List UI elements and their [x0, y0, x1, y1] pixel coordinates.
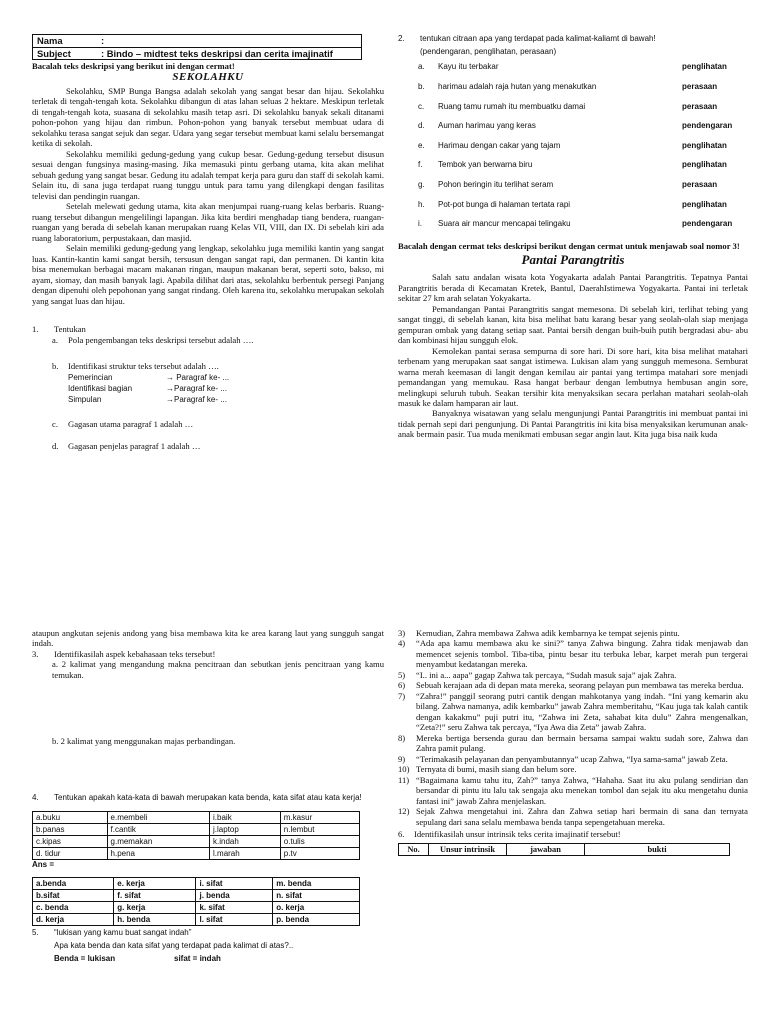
title-sekolahku: SEKOLAHKU [172, 71, 244, 84]
question-quote: “lukisan yang kamu buat sangat indah” [54, 928, 192, 938]
table-cell: c. benda [33, 902, 114, 914]
question-1a [52, 335, 384, 345]
paragraph: Setelah melewati gedung utama, kita akan menjumpai ruang-ruang kelas berbaris. Ruang-ruang tersebut dibangun mengelilingi lapangan. Jika kita berdiri menghadap tiang bendera, ruangan-ruangan yang berada di sebelah kanan merupakan ruang Kelas VII, VIII, dan IX. Di sebelah kiri ada ruang laboratorium, perpustakaan, dan masjid. [32, 201, 384, 243]
sense-item: f. Tembok yan berwarna biru penglihatan [418, 160, 727, 170]
table-cell: a.benda [33, 878, 114, 890]
instruction-1: Bacalah teks deskripsi yang berikut ini dengan cermat! [32, 61, 235, 71]
question-6 [398, 829, 748, 839]
table-header-cell: jawaban [507, 843, 585, 855]
table-cell: o. kerja [273, 902, 360, 914]
table-cell: i. sifat [196, 878, 273, 890]
sense-item: i. Suara air mancur mencapai telingaku pendengaran [418, 219, 733, 229]
subject-value: : Bindo – midtest teks deskripsi dan cerita imajinatif [101, 48, 333, 59]
structure-label: Pemerincian [68, 372, 113, 382]
paragraph: Banyaknya wisatawan yang selalu mengunjungi Pantai Parangtritis ini membuat pantai ini tidak pernah sepi dari pengunjung. Di Pantai Parangtritis ini kita bisa menyaksikan kerumunan anak-anak bermain pasir. Tua muda menikmati embusan segar angin laut. Kita juga bisa naik kuda [398, 408, 748, 440]
question-2-hint: (pendengaran, penglihatan, perasaan) [420, 46, 557, 56]
story-text: “Terimakasih pelayanan dan penyambutannya” ucap Zahwa, “Iya sama-sama” jawab Zeta. [416, 753, 728, 764]
story-number: 3) [398, 628, 406, 638]
story-number: 4) [398, 638, 406, 649]
sense-item: c. Ruang tamu rumah itu membuatku damai perasaan [418, 101, 718, 111]
question-number: 4. [32, 792, 39, 802]
question-text: Identifikasilah unsur intrinsik teks cerita imajinatif tersebut! [414, 829, 621, 840]
answer-label: Ans = [32, 859, 55, 869]
question-5-text: Apa kata benda dan kata sifat yang terdapat pada kalimat di atas?.. [54, 941, 294, 951]
question-1b [52, 361, 384, 371]
answer-noun: Benda = lukisan [54, 953, 116, 963]
paragraph: Salah satu andalan wisata kota Yogyakarta adalah Pantai Parangtritis. Tepatnya Pantai Parangtritis berada di Kecamatan Kretek, Bantul, DaerahIstimewa Yogyakarta. Pantai ini terletak sekitar 27 km arah selatan Yokyakarta. [398, 272, 748, 304]
story-number: 7) [398, 690, 406, 701]
table-cell: e.membeli [107, 811, 210, 823]
table-row [33, 914, 360, 926]
table-cell: l. sifat [196, 914, 273, 926]
story-item [398, 733, 748, 754]
sense-item: d. Auman harimau yang keras pendengaran [418, 121, 733, 131]
table-header-cell: No. [399, 843, 429, 855]
story-item [398, 638, 748, 669]
structure-label: Identifikasi bagian [68, 383, 133, 393]
story-number: 11) [398, 774, 410, 785]
right-column-bottom [398, 628, 748, 1024]
paragraph: Kemolekan pantai serasa sempurna di sore hari. Di sore hari, kita bisa melihat matahari terbenam yang merupakan saat sangat istimewa. Lukisan alam yang sungguh memesona. Semburat warna merah keemasan di langit dengan kemilau air pantai yang tertimpa matahari sore menjadi pemandangan yang memukau. Rasa hangat berbaur dengan lembutnya hembusan angin sore, melingkupi seluruh tubuh. Seakan tersihir kita menyaksikan secara perlahan matahari seolah-olah masuk ke dalam hamparan air laut. [398, 345, 748, 408]
sense-item: h. Pot-pot bunga di halaman tertata rapi penglihatan [418, 199, 727, 209]
table-header-cell: Unsur intrinsik [429, 843, 507, 855]
question-1d [52, 441, 384, 451]
name-label: Nama [37, 35, 63, 46]
question-3b: b. 2 kalimat yang menggunakan majas perbandingan. [52, 736, 236, 747]
table-cell: g.memakan [107, 835, 210, 847]
table-header-row [399, 843, 730, 855]
story-list [398, 628, 748, 827]
story-number: 8) [398, 732, 406, 743]
story-item [398, 691, 748, 733]
question-number: 5. [32, 928, 39, 938]
question-4 [32, 793, 384, 803]
question-number: 3. [32, 648, 39, 659]
story-item [398, 680, 748, 690]
paragraph: Pemandangan Pantai Parangtritis sangat memesona. Di sebelah kiri, terlihat tebing yang sangat tinggi, di sebelah kanan, kita bisa melihat batu karang besar yang seolah-olah siap menjaga gempuran ombak yang datang setiap saat. Pantai bersih dengan buih-buih putih bergradasi abu- abu dan kombinasi hijau sungguh elok. [398, 303, 748, 346]
sub-text: Gagasan penjelas paragraf 1 adalah … [68, 441, 201, 451]
header-box [32, 34, 362, 60]
table-row [33, 847, 360, 859]
sense-answer: perasaan [682, 179, 718, 189]
sub-text: Identifikasi struktur teks tersebut adalah …. [68, 361, 219, 372]
structure-value: → Paragraf ke- ... [166, 372, 230, 382]
story-text: Mereka bertiga bersenda gurau dan bermain bersama sampai waktu sudah sore, Zahwa dan Zahra pamit pulang. [416, 732, 748, 754]
table-row [33, 811, 360, 823]
question-number: 6. [398, 829, 405, 840]
question-3a: a. 2 kalimat yang mengandung makna pencitraan dan sebutkan jenis pencitraan yang kamu temukan. [52, 659, 384, 680]
table-cell: c.kipas [33, 835, 108, 847]
table-cell: f. sifat [114, 890, 196, 902]
table-row [33, 878, 360, 890]
right-column-top [398, 34, 748, 564]
sense-answer: pendengaran [682, 219, 733, 229]
answer-adjective: sifat = indah [174, 953, 221, 963]
table-cell: h. benda [114, 914, 196, 926]
table-cell: n. sifat [273, 890, 360, 902]
table-row [33, 835, 360, 847]
continuation-text: ataupun angkutan sejenis andong yang bisa membawa kita ke area karang laut yang sungguh sangat indah. [32, 628, 384, 649]
paragraph: Sekolahku, SMP Bunga Bangsa adalah sekolah yang sangat besar dan hijau. Sekolahku terletak di tengah-tengah kota. Sekolahku dibangun di atas lahan seluas 2 hektare. Meskipun terletak di tengah-tengah kota, suasana di sekolahku masih tetap asri. Di sekolahku banyak sekali ditanami pohon-pohon yang hijau dan rimbun. Pohon-pohon yang banyak tersebut membuat udara di sekolahku terasa sangat sejuk dan segar. Udara yang segar tersebut membuat kami selalu bersemangat ketika di sekolah. [32, 85, 384, 149]
sense-item: a. Kayu itu terbakar penglihatan [418, 62, 727, 72]
table-cell: d. tidur [33, 847, 108, 859]
story-item [398, 806, 748, 827]
structure-value: →Paragraf ke- ... [166, 383, 227, 393]
question-text: tentukan citraan apa yang terdapat pada kalimat-kaliamt di bawah! [420, 34, 656, 43]
words-table [32, 811, 360, 860]
table-cell: l.marah [210, 847, 281, 859]
story-text: Ternyata di bumi, masih siang dan belum sore. [416, 764, 577, 775]
table-cell: e. kerja [114, 878, 196, 890]
story-number: 5) [398, 669, 406, 680]
table-cell: b.sifat [33, 890, 114, 902]
table-cell: h.pena [107, 847, 210, 859]
question-number: 2. [398, 34, 405, 43]
story-item [398, 670, 748, 680]
sense-answer: pendengaran [682, 121, 733, 131]
story-number: 12) [398, 806, 410, 817]
sense-item: g. Pohon beringin itu terlihat seram perasaan [418, 179, 718, 189]
sub-letter: c. [52, 418, 58, 429]
table-cell: f.cantik [107, 823, 210, 835]
story-item [398, 764, 748, 774]
table-cell: d. kerja [33, 914, 114, 926]
question-title: Identifikasilah aspek kebahasaan teks tersebut! [54, 648, 216, 659]
story-text: “I.. ini a... aapa” gagap Zahwa tak percaya, “Sudah masuk saja” ajak Zahra. [416, 669, 677, 680]
question-1c [52, 419, 384, 429]
table-cell: k. sifat [196, 902, 273, 914]
table-cell: i.baik [210, 811, 281, 823]
story-text: “Bagaimana kamu tahu itu, Zah?” tanya Zahwa, “Hahaha. Saat itu aku pulang sendirian dan bersandar di pintu itu lalu tak sengaja aku menekan tombol dan sejak itu aku mengetahu dunia fantasi ini” jawab Zahra menjelaskan. [416, 774, 748, 806]
question-1 [32, 324, 384, 334]
table-cell: p.tv [280, 847, 359, 859]
sense-answer: perasaan [682, 82, 718, 92]
subject-label: Subject [37, 48, 71, 59]
question-text: Tentukan apakah kata-kata di bawah merupakan kata benda, kata sifat atau kata kerja! [54, 792, 362, 802]
left-column-bottom [32, 628, 384, 1024]
question-number: 1. [32, 324, 39, 335]
story-text: “Ada apa kamu membawa aku ke sini?” tanya Zahwa bingung. Zahra tidak menjawab dan memencet sejenis tombol. Tiba-tiba, pintu besar itu terbuka lebar, karpet merah pun tergerai menyambut kedatangan mereka. [416, 638, 748, 670]
sub-text: Gagasan utama paragraf 1 adalah … [68, 418, 194, 429]
structure-label: Simpulan [68, 394, 102, 404]
sense-answer: penglihatan [682, 62, 727, 72]
table-cell: k.indah [210, 835, 281, 847]
sense-list [398, 58, 748, 234]
question-5-answer [54, 954, 384, 964]
table-cell: o.tulis [280, 835, 359, 847]
story-number: 9) [398, 753, 406, 764]
table-cell: g. kerja [114, 902, 196, 914]
name-value: : [101, 35, 105, 46]
story-text: Sebuah kerajaan ada di depan mata mereka, seorang pelayan pun membawa tas mereka berdua. [416, 680, 744, 691]
question-3 [32, 649, 384, 659]
table-header-cell: bukti [585, 843, 730, 855]
table-cell: p. benda [273, 914, 360, 926]
story-item [398, 754, 748, 764]
story-number: 10) [398, 764, 410, 775]
sense-answer: penglihatan [682, 140, 727, 150]
sense-item: e. Harimau dengan cakar yang tajam penglihatan [418, 140, 727, 150]
sub-letter: d. [52, 441, 59, 451]
sub-letter: a. [52, 334, 58, 345]
table-cell: j. benda [196, 890, 273, 902]
sense-item: b. harimau adalah raja hutan yang menakutkan perasaan [418, 82, 718, 92]
table-cell: m. benda [273, 878, 360, 890]
left-column-top [32, 34, 384, 564]
structure-list [68, 372, 384, 405]
intrinsic-table [398, 843, 730, 856]
story-text: Kemudian, Zahra membawa Zahwa adik kembarnya ke tempat sejenis pintu. [416, 628, 680, 638]
sub-letter: b. [52, 361, 59, 372]
question-2 [398, 34, 748, 44]
table-row [33, 902, 360, 914]
sense-answer: perasaan [682, 101, 718, 111]
question-title: Tentukan [54, 324, 86, 335]
story-item [398, 775, 748, 806]
sub-text: Pola pengembangan teks deskripsi tersebut adalah …. [68, 334, 254, 345]
title-pantai: Pantai Parangtritis [521, 252, 625, 268]
story-text: “Zahra!” panggil seorang putri cantik dengan mahkotanya yang indah. “Ini yang kemarin aku bilang. Zahwa namanya, adik kembarku” jawab Zahra memberitahu, “Kau juga tak kalah cantik dengan kakakmu” puji putri itu, “Zahwa ini Zeta, sahabat kita dulu” Zahra mengenalkan, “Zeta?!” seru Zahwa tak percaya, “Iya Awa dia Zeta” jawab Zahra. [416, 690, 748, 733]
table-row [33, 823, 360, 835]
story-item [398, 628, 748, 638]
table-cell: n.lembut [280, 823, 359, 835]
structure-value: →Paragraf ke- ... [166, 394, 227, 404]
sense-answer: penglihatan [682, 199, 727, 209]
sense-answer: penglihatan [682, 160, 727, 170]
story-number: 6) [398, 680, 406, 691]
table-cell: j.laptop [210, 823, 281, 835]
paragraph: Sekolahku memiliki gedung-gedung yang cukup besar. Gedung-gedung tersebut disusun sesuai dengan fungsinya masing-masing. Jika memasuki pintu gerbang utama, kita akan melihat sebuah gedung yang sangat besar. Gedung itu adalah tempat kerja para guru dan staff di sekolah kami. Selain itu, di sana juga terdapat ruang tunggu untuk para tamu yang dilengkapi dengan fasilitas televisi dan pendingin ruangan. [32, 148, 384, 201]
story-text: Sejak Zahwa mengetahui ini. Zahra dan Zahwa setiap hari bermain di sana dan ternyata sepulang dari sana selalu membawa benda tanpa sepengetahuan mereka. [416, 806, 748, 827]
table-cell: a.buku [33, 811, 108, 823]
table-row [33, 890, 360, 902]
question-5 [32, 928, 384, 938]
instruction-2: Bacalah dengan cermat teks deskripsi berikut dengan cermat untuk menjawab soal nomor 3! [398, 240, 740, 251]
answers-table [32, 877, 360, 926]
paragraph: Selain memiliki gedung-gedung yang lengkap, sekolahku juga memiliki kantin yang sangat luas. Kantin-kantin kami sangat bersih, tersusun dengan sangat rapi, dan permanen. Di kantin kita bisa menemukan berbagai macam makanan ringan, maupun makanan berat, seperti soto, bakso, mi ayam, siomay, dan masih banyak lagi. Apabila dilihat dari atas, sekolahku berbentuk persegi Panjang dengan dipenuhi oleh pepohonan yang sangat rindang. Oleh karena itu, sekolahku merupakan sekolah yang sangat luas dan hijau. [32, 243, 384, 306]
table-cell: m.kasur [280, 811, 359, 823]
table-cell: b.panas [33, 823, 108, 835]
